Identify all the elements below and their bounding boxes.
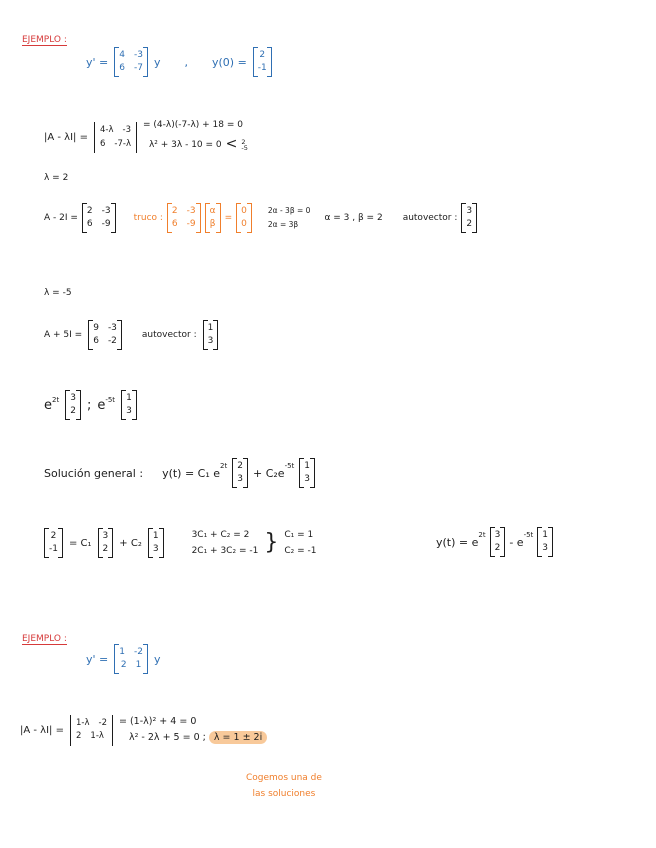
lambda-1-label: λ = 2 [44, 173, 69, 183]
matrix-a-plus-5i: 9 -3 6 -2 [88, 320, 122, 350]
solution-vector-1: 3 2 [65, 390, 81, 420]
general-solution-label: Solución general : [44, 466, 144, 480]
determinant-matrix-2: 1-λ -2 2 1-λ [70, 715, 113, 746]
example-2-title: EJEMPLO : [22, 634, 67, 644]
truco-label: truco : [133, 213, 163, 224]
final-vector-1: 3 2 [490, 527, 506, 557]
a-plus-5i-row: A + 5I = 9 -3 6 -2 autovector : 1 3 [44, 320, 218, 350]
alpha-beta-values: α = 3 , β = 2 [324, 213, 383, 224]
general-vector-2: 1 3 [299, 458, 315, 488]
final-vector-2: 1 3 [537, 527, 553, 557]
matrix-a: 4 -3 6 -7 [114, 47, 148, 77]
matrix-a-2: 1 -2 2 1 [114, 644, 148, 674]
root-2: -5 [241, 144, 248, 153]
system-eq-2: 2α = 3β [267, 220, 299, 230]
initial-condition-label: y(0) = [211, 55, 247, 69]
char-equation-2-1: = (1-λ)² + 4 = 0 [118, 716, 197, 727]
ic-vector-1: 3 2 [98, 528, 114, 558]
ic-system-eq-1: 3C₁ + C₂ = 2 [191, 530, 250, 540]
system-equation-2: y' = 1 -2 2 1 y [86, 644, 160, 674]
final-solution: y(t) = e 2t 3 2 - e -5t 1 3 [436, 527, 553, 557]
determinant-matrix: 4-λ -3 6 -7-λ [94, 122, 137, 153]
eigenvector-1: 3 2 [461, 203, 477, 233]
c1-value: C₁ = 1 [284, 530, 314, 540]
fundamental-solutions: $e^{2t}$ 3 2 ; $e^{-5t}$ 1 3 [44, 390, 137, 420]
root-1: 2 [241, 137, 246, 146]
char-equation-2: λ² + 3λ - 10 = 0 [148, 139, 222, 150]
truco-vector: α β [205, 203, 221, 233]
solution-vector-2: 1 3 [121, 390, 137, 420]
system-eq-1: 2α - 3β = 0 [267, 205, 311, 215]
ic-vector-2: 1 3 [148, 528, 164, 558]
example-1-title: EJEMPLO : [22, 35, 67, 45]
lambda-2-label: λ = -5 [44, 288, 72, 298]
eigenvalue-highlight: λ = 1 ± 2i [209, 731, 267, 744]
truco-matrix: 2 -3 6 -9 [167, 203, 201, 233]
note-line-2: las soluciones [252, 789, 316, 800]
system-equation: y' = 4 -3 6 -7 y , y(0) = 2 -1 [86, 47, 272, 77]
initial-vector: 2 -1 [253, 47, 272, 77]
a-minus-2i-row: A - 2I = 2 -3 6 -9 truco : 2 -3 6 -9 α β = 0 0 2α - 3β = 0 2α = 3β α = 3 , β = 2 autovector : 3 2 [44, 203, 477, 233]
char-equation-1: = (4-λ)(-7-λ) + 18 = 0 [142, 120, 243, 130]
general-solution: Solución general : y(t) = C₁ e 2t 2 3 + C₂e -5t 1 3 [44, 458, 315, 488]
truco-zero-vector: 0 0 [236, 203, 252, 233]
general-vector-1: 2 3 [232, 458, 248, 488]
initial-condition-solve: 2 -1 = C₁ 3 2 + C₂ 1 3 3C₁ + C₂ = 2 2C₁ + 3C₂ = -1 } C₁ = 1 C₂ = -1 [44, 527, 316, 559]
c2-value: C₂ = -1 [284, 546, 317, 557]
note [246, 770, 322, 802]
eigenvector-2: 1 3 [203, 320, 219, 350]
char-equation-2-2: λ² - 2λ + 5 = 0 ; [128, 732, 206, 744]
y-prime-label: y' = [86, 55, 109, 69]
characteristic-determinant-2: |A - λI| = 1-λ -2 2 1-λ = (1-λ)² + 4 = 0 λ² - 2λ + 5 = 0 ; λ = 1 ± 2i [20, 714, 267, 746]
ic-system-eq-2: 2C₁ + 3C₂ = -1 [191, 546, 259, 557]
characteristic-determinant: |A - λI| = 4-λ -3 6 -7-λ = (4-λ)(-7-λ) + 18 = 0 λ² + 3λ - 10 = 0 < 2 -5 [44, 120, 248, 153]
note-line-1: Cogemos una de [246, 773, 322, 783]
ic-vector: 2 -1 [44, 528, 63, 558]
matrix-a-minus-2i: 2 -3 6 -9 [82, 203, 116, 233]
